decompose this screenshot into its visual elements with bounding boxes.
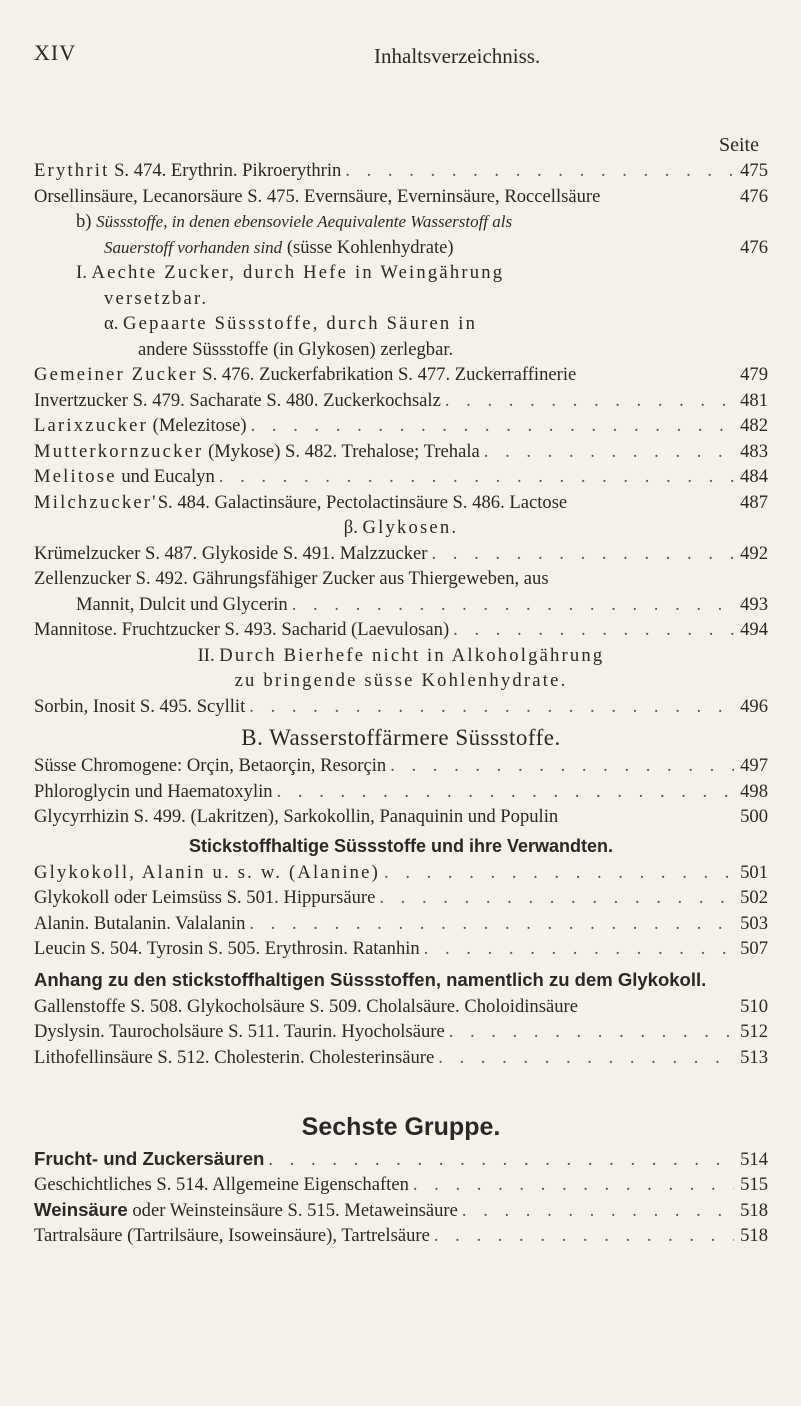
toc-entry-title: Durch Bierhefe nicht in Alkoholgährung xyxy=(219,644,605,666)
toc-entry-text xyxy=(34,1225,430,1247)
toc-entry-text xyxy=(76,594,288,616)
leader-dots xyxy=(420,938,734,960)
toc-entry-text xyxy=(34,938,420,960)
toc-entry-keyword: Glykokoll, Alanin u. s. w. (Alanine) xyxy=(34,861,381,883)
toc-entry-page: 500 xyxy=(740,806,768,827)
toc-entry xyxy=(34,806,768,832)
toc-entry-text xyxy=(34,755,386,777)
toc-entry xyxy=(34,364,768,390)
toc-entry-title: Lithofellinsäure S. 512. Cholesterin. Cholesterinsäure xyxy=(34,1046,435,1068)
toc-entry-page: 502 xyxy=(740,887,768,908)
leader-dots xyxy=(380,862,734,884)
toc-entry xyxy=(34,339,768,365)
toc-entry-text xyxy=(34,441,480,463)
leader-dots xyxy=(375,887,734,909)
toc-entry-title: Zellenzucker S. 492. Gährungsfähiger Zucker aus Thiergeweben, aus xyxy=(34,568,549,589)
toc-entry-title: Mannitose. Fruchtzucker S. 493. Sacharid (Laevulosan) xyxy=(34,619,450,640)
toc-entry-title: Alanin. Butalanin. Valalanin xyxy=(34,912,246,934)
toc-entry-text xyxy=(302,1113,501,1142)
toc-entry-text xyxy=(34,186,600,208)
toc-entry-text xyxy=(34,1047,434,1069)
toc-entry-page: 476 xyxy=(740,236,768,258)
leader-dots xyxy=(409,1174,734,1196)
toc-entry xyxy=(34,1148,768,1174)
toc-entry-page: 487 xyxy=(740,491,768,513)
toc-entry-title: S. 484. Galactinsäure, Pectolactinsäure S. 486. Lactose xyxy=(157,491,568,513)
toc-entry xyxy=(34,781,768,807)
toc-entry-page: 496 xyxy=(740,695,768,717)
toc-entry-title: Geschichtliches S. 514. Allgemeine Eigenschaften xyxy=(34,1173,409,1195)
toc-entry-text xyxy=(34,160,341,182)
toc-entry xyxy=(34,832,768,862)
toc-entry-text xyxy=(34,887,375,909)
toc-entry xyxy=(34,390,768,416)
toc-entry xyxy=(34,262,768,288)
toc-entry xyxy=(34,887,768,913)
toc-entry-label: b) xyxy=(76,211,97,232)
toc-entry-text xyxy=(76,262,504,284)
toc-entry xyxy=(34,938,768,964)
toc-entry-text xyxy=(34,1021,445,1043)
toc-entry-title: Orsellinsäure, Lecanorsäure S. 475. Evernsäure, Everninsäure, Roccellsäure xyxy=(34,185,601,207)
toc-entry-text xyxy=(34,619,449,641)
toc-entry-keyword: Milchzucker' xyxy=(34,491,158,513)
toc-entry xyxy=(34,594,768,620)
toc-entry-title: Sauerstoff vorhanden sind xyxy=(104,237,283,257)
toc-entry-page: 503 xyxy=(740,912,768,934)
toc-entry-keyword: Gemeiner Zucker xyxy=(34,364,198,385)
toc-entry-keyword: Mutterkornzucker xyxy=(34,440,204,462)
toc-entry-title: Mannit, Dulcit und Glycerin xyxy=(76,593,288,615)
toc-entry xyxy=(34,670,768,696)
toc-entry-label: II. xyxy=(197,644,220,666)
leader-dots xyxy=(264,1149,734,1171)
toc-entry xyxy=(34,619,768,645)
toc-entry-page: 479 xyxy=(740,364,768,385)
toc-entry xyxy=(34,696,768,722)
toc-entry-page: 507 xyxy=(740,938,768,959)
toc-entry xyxy=(34,186,768,212)
toc-entry-text xyxy=(34,1148,264,1171)
toc-entry xyxy=(34,1225,768,1251)
toc-entry-text xyxy=(76,211,512,233)
toc-entry-text xyxy=(34,781,273,803)
leader-dots xyxy=(427,543,734,565)
page-number: XIV xyxy=(34,40,77,65)
leader-dots xyxy=(247,415,734,437)
toc-entry-title: Süssstoffe, in denen ebensoviele Aequivalente Wasserstoff als xyxy=(96,212,513,231)
toc-entry-keyword: Melitose xyxy=(34,466,117,487)
toc-entry-title: Süsse Chromogene: Orçin, Betaorçin, Resorçin xyxy=(34,755,387,776)
toc-entry xyxy=(34,288,768,314)
toc-entry-title: (Mykose) S. 482. Trehalose; Trehala xyxy=(203,440,480,462)
toc-entry xyxy=(34,160,768,186)
toc-entry xyxy=(34,913,768,939)
toc-entry-title: Dyslysin. Taurocholsäure S. 511. Taurin. Hyocholsäure xyxy=(34,1021,445,1042)
leader-dots xyxy=(341,160,734,182)
toc-entry-text xyxy=(34,390,441,412)
leader-dots xyxy=(245,696,734,718)
toc-entry-page: 492 xyxy=(740,542,768,564)
toc-entry-text xyxy=(104,313,477,335)
toc-entry-page: 501 xyxy=(740,861,768,883)
toc-entry-page: 515 xyxy=(740,1173,768,1195)
toc-entry-title: Glykosen. xyxy=(362,517,459,538)
toc-entry-text xyxy=(189,836,613,857)
toc-entry-page: 518 xyxy=(740,1200,768,1221)
leader-dots xyxy=(430,1225,734,1247)
toc-entry-text xyxy=(34,415,247,437)
toc-entry-title: Glycyrrhizin S. 499. (Lakritzen), Sarkokollin, Panaquinin und Populin xyxy=(34,806,559,827)
leader-dots xyxy=(480,441,734,463)
leader-dots xyxy=(434,1047,734,1069)
toc-entry-title: versetzbar. xyxy=(104,287,209,309)
toc-entry-title: andere Süssstoffe (in Glykosen) zerlegbar. xyxy=(138,338,454,360)
toc-entry-page: 514 xyxy=(740,1149,768,1170)
toc-entry-title: Invertzucker S. 479. Sacharate S. 480. Zuckerkochsalz xyxy=(34,389,441,411)
toc-entry-title: und Eucalyn xyxy=(116,466,215,487)
toc-entry xyxy=(34,313,768,339)
toc-entry-title: Anhang zu den stickstoffhaltigen Süssstoffen, namentlich zu dem Glykokoll. xyxy=(34,968,707,990)
leader-dots xyxy=(215,466,734,488)
toc-entry-page: 493 xyxy=(740,593,768,615)
toc-entry-label: I. xyxy=(76,262,92,283)
table-of-contents xyxy=(34,160,768,1250)
toc-entry xyxy=(34,466,768,492)
toc-entry xyxy=(34,721,768,755)
toc-entry xyxy=(34,1082,768,1148)
toc-entry xyxy=(34,492,768,518)
toc-entry xyxy=(34,517,768,543)
toc-entry-label: α. xyxy=(104,313,124,334)
toc-entry-text xyxy=(34,696,245,718)
toc-entry xyxy=(34,645,768,671)
toc-entry-title: Aechte Zucker, durch Hefe in Weingährung xyxy=(91,262,505,283)
toc-entry-page: 475 xyxy=(740,160,768,181)
toc-entry xyxy=(34,862,768,888)
leader-dots xyxy=(245,913,734,935)
toc-entry-text xyxy=(104,237,454,259)
toc-entry xyxy=(34,1174,768,1200)
toc-entry-text xyxy=(34,492,567,514)
toc-entry-title: Krümelzucker S. 487. Glykoside S. 491. Malzzucker xyxy=(34,542,428,564)
page-column-label: Seite xyxy=(719,134,759,156)
toc-entry-title: Tartralsäure (Tartrilsäure, Isoweinsäure), Tartrelsäure xyxy=(34,1224,430,1246)
toc-entry-keyword: Larixzucker xyxy=(34,415,149,436)
toc-entry-text xyxy=(34,543,427,565)
toc-entry-title: S. 474. Erythrin. Pikroerythrin xyxy=(109,160,342,181)
toc-entry xyxy=(34,568,768,594)
toc-entry-text xyxy=(34,1174,409,1196)
toc-entry-page: 513 xyxy=(740,1046,768,1068)
spacer xyxy=(34,1072,768,1082)
toc-entry-text xyxy=(34,1199,458,1222)
toc-entry-text xyxy=(34,913,245,935)
toc-entry-text xyxy=(34,466,215,488)
toc-entry-text xyxy=(34,862,380,884)
toc-entry-title: B. Wasserstoffärmere Süssstoffe. xyxy=(241,725,561,750)
page-header xyxy=(34,40,761,74)
toc-entry-page: 497 xyxy=(740,755,768,776)
toc-entry-title: (Melezitose) xyxy=(148,415,247,436)
toc-entry-text xyxy=(34,568,549,590)
toc-entry-keyword: Frucht- und Zuckersäuren xyxy=(34,1148,265,1169)
toc-entry-title: Stickstoffhaltige Süssstoffe und ihre Verwandten. xyxy=(188,836,614,856)
toc-entry xyxy=(34,996,768,1022)
toc-entry-label: β. xyxy=(343,517,363,538)
toc-entry-text xyxy=(34,969,706,991)
toc-entry-page: 512 xyxy=(740,1021,768,1042)
toc-entry xyxy=(34,211,768,237)
leader-dots xyxy=(288,594,734,616)
toc-entry-title: Leucin S. 504. Tyrosin S. 505. Erythrosin. Ratanhin xyxy=(34,938,420,959)
toc-entry-title: Phloroglycin und Haematoxylin xyxy=(34,780,273,802)
toc-entry-page: 498 xyxy=(740,780,768,802)
leader-dots xyxy=(273,781,734,803)
toc-entry-title: S. 476. Zuckerfabrikation S. 477. Zuckerraffinerie xyxy=(197,364,577,385)
toc-entry-title: Glykokoll oder Leimsüss S. 501. Hippursäure xyxy=(34,887,376,908)
toc-entry xyxy=(34,237,768,263)
toc-entry-title: oder Weinsteinsäure S. 515. Metaweinsäure xyxy=(127,1200,458,1221)
toc-entry-keyword: Weinsäure xyxy=(34,1199,128,1220)
toc-entry xyxy=(34,755,768,781)
leader-dots xyxy=(445,1021,734,1043)
toc-entry-page: 481 xyxy=(740,389,768,411)
toc-entry-text xyxy=(34,996,578,1018)
toc-entry-title: zu bringende süsse Kohlenhydrate. xyxy=(234,670,568,691)
toc-entry xyxy=(34,1021,768,1047)
toc-entry xyxy=(34,415,768,441)
toc-entry xyxy=(34,441,768,467)
toc-entry-title: Gallenstoffe S. 508. Glykocholsäure S. 509. Cholalsäure. Choloidinsäure xyxy=(34,995,578,1017)
toc-entry-text xyxy=(34,806,558,828)
toc-entry-keyword: Erythrit xyxy=(34,160,110,181)
toc-entry xyxy=(34,1047,768,1073)
toc-entry-text xyxy=(344,517,458,539)
leader-dots xyxy=(458,1200,734,1222)
leader-dots xyxy=(449,619,734,641)
toc-entry-text xyxy=(235,670,568,692)
toc-entry-page: 476 xyxy=(740,185,768,207)
toc-entry-text xyxy=(34,364,576,386)
toc-entry-page: 494 xyxy=(740,619,768,640)
toc-entry-text xyxy=(138,339,453,361)
toc-entry-text xyxy=(104,288,208,310)
toc-entry xyxy=(34,1199,768,1225)
toc-entry-title: Sorbin, Inosit S. 495. Scyllit xyxy=(34,695,246,717)
toc-entry xyxy=(34,543,768,569)
toc-entry-page: 482 xyxy=(740,415,768,436)
toc-entry-text xyxy=(198,645,605,667)
toc-entry-page: 483 xyxy=(740,440,768,462)
toc-entry-tail: (süsse Kohlenhydrate) xyxy=(282,236,454,258)
toc-entry-page: 484 xyxy=(740,466,768,487)
toc-entry-page: 518 xyxy=(740,1224,768,1246)
toc-entry-page: 510 xyxy=(740,995,768,1017)
running-title: Inhaltsverzeichniss. xyxy=(374,44,541,68)
toc-entry xyxy=(34,964,768,996)
toc-entry-text xyxy=(241,725,561,751)
leader-dots xyxy=(386,755,734,777)
leader-dots xyxy=(441,390,734,412)
toc-entry-title: Sechste Gruppe. xyxy=(301,1113,501,1141)
toc-entry-title: Gepaarte Süssstoffe, durch Säuren in xyxy=(123,313,478,334)
